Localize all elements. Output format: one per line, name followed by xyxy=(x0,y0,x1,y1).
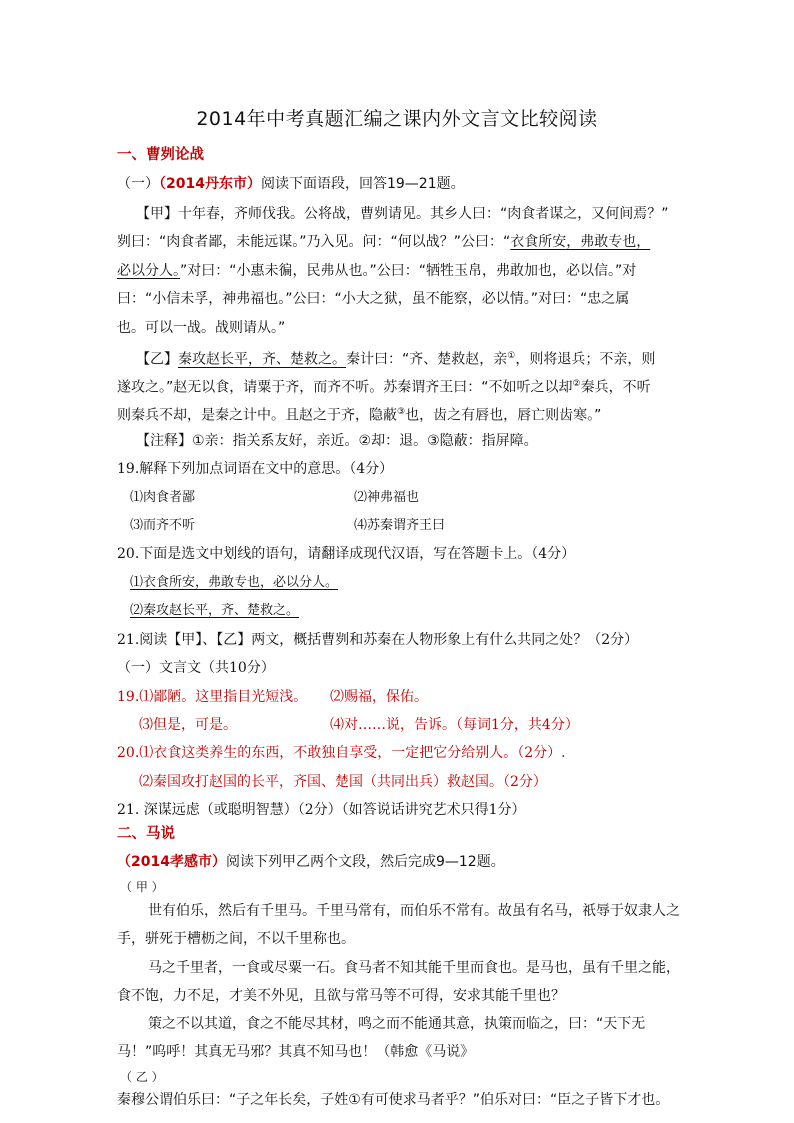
mashuo-line: 食不饱，力不足，才美不外见，且欲与常马等不可得，安求其能千里也？ xyxy=(117,988,565,1004)
mashuo-line: 马！”呜呼！其真无马邪？其真不知马也！（韩愈《马说》 xyxy=(117,1044,475,1060)
q19-item: ⑷苏秦谓齐王曰 xyxy=(354,518,446,533)
footnote-mark: ② xyxy=(572,379,581,389)
answer-heading: （一）文言文（共10分） xyxy=(117,660,275,676)
passage-text: 秦兵，不听 xyxy=(580,379,651,396)
q20-item: ⑴衣食所安，弗敢专也，必以分人。 xyxy=(130,575,339,590)
yi-label: 【乙】 xyxy=(136,351,178,368)
intro-prefix: （一） xyxy=(117,176,159,192)
mashuo-line: 马之千里者，一食或尽粟一石。食马者不知其能千里而食也。是马也，虽有千里之能， xyxy=(148,960,680,976)
passage-text: 秦计曰：“齐、楚救赵，亲 xyxy=(346,351,508,368)
underlined-sentence: 秦攻赵长平，齐、楚救之。 xyxy=(178,351,346,368)
intro-line-2 xyxy=(117,852,505,872)
passage-text: 刿曰：“肉食者鄙，未能远谋。”乃入见。问：“何以战？”公曰：“ xyxy=(117,234,511,250)
mashuo-line: 策之不以其道，食之不能尽其材，鸣之而不能通其意，执策而临之，曰：“天下无 xyxy=(148,1016,646,1032)
passage-jia-line xyxy=(117,261,636,281)
footnote-mark: ① xyxy=(507,351,516,361)
answer-19-a: 19.⑴鄙陋。这里指目光短浅。 xyxy=(117,689,308,705)
intro-line xyxy=(117,174,465,194)
underlined-sentence: 衣食所安，弗敢专也， xyxy=(510,234,651,250)
passage-text: 遂攻之。”赵无以食，请粟于齐，而齐不听。苏秦谓齐王曰：“不如听之以却 xyxy=(117,379,573,396)
section-heading-mashuo: 二、马说 xyxy=(117,826,175,842)
mashuo-line: 手，骈死于槽枥之间，不以千里称也。 xyxy=(117,931,355,947)
passage-text: ，则将退兵；不亲，则 xyxy=(515,351,656,368)
passage-text: 也，齿之有唇也，唇亡则齿寒。” xyxy=(405,407,602,424)
answer-20-1: 20.⑴衣食这类养生的东西，不敢独自享受，一定把它分给别人。（2分）. xyxy=(117,745,566,761)
answer-19-c: ⑶但是，可是。 xyxy=(139,717,237,733)
question-19: 19.解释下列加点词语在文中的意思。（4分） xyxy=(117,461,394,477)
answer-19-d: ⑷对……说，告诉。（每词1分，共4分） xyxy=(330,717,579,733)
passage-jia-line: 也。可以一战。战则请从。” xyxy=(117,320,286,336)
passage-yi-mark: （ 乙 ） xyxy=(120,1070,164,1084)
passage-yi-line: 秦穆公谓伯乐曰：“子之年长矣，子姓①有可使求马者乎？”伯乐对曰：“臣之子皆下才也。 xyxy=(117,1092,670,1108)
intro-text: 阅读下列甲乙两个文段，然后完成9—12题。 xyxy=(225,854,505,870)
intro-text: 阅读下面语段，回答19—21题。 xyxy=(260,176,465,192)
q19-item: ⑴肉食者鄙 xyxy=(130,490,196,505)
section-heading-caogui: 一、曹刿论战 xyxy=(117,147,204,163)
source-tag: （2014孝感市） xyxy=(117,854,226,870)
passage-yi-line xyxy=(117,402,601,426)
q19-item: ⑵神弗福也 xyxy=(354,490,420,505)
passage-jia-line: 【甲】十年春，齐师伐我。公将战，曹刿请见。其乡人曰：“肉食者谋之，又何间焉？” xyxy=(136,206,669,222)
passage-text: ”对曰：“小惠未徧，民弗从也。”公曰：“牺牲玉帛，弗敢加也，必以信。”对 xyxy=(180,263,637,279)
passage-jia-line: 曰：“小信未孚，神弗福也。”公曰：“小大之狱，虽不能察，必以情。”对曰：“忠之属 xyxy=(117,291,630,307)
passage-text: 则秦兵不却，是秦之计中。且赵之于齐，隐蔽 xyxy=(117,407,397,424)
answer-19-b: ⑵赐福，保佑。 xyxy=(330,689,428,705)
passage-jia-line xyxy=(117,232,650,252)
q19-item: ⑶而齐不听 xyxy=(130,518,196,533)
question-21: 21.阅读【甲】、【乙】两文，概括曹刿和苏秦在人物形象上有什么共同之处？（2分） xyxy=(117,632,639,648)
footnotes: 【注释】①亲：指关系友好，亲近。②却：退。③隐蔽：指屏障。 xyxy=(136,433,538,449)
passage-jia-mark: （ 甲 ） xyxy=(120,880,164,894)
passage-yi-line xyxy=(117,374,651,398)
underlined-sentence: 必以分人。 xyxy=(117,263,180,279)
footnote-mark: ③ xyxy=(397,407,406,417)
mashuo-line: 世有伯乐，然后有千里马。千里马常有，而伯乐不常有。故虽有名马，祇辱于奴隶人之 xyxy=(148,903,680,919)
question-20: 20.下面是选文中划线的语句，请翻译成现代汉语，写在答题卡上。（4分） xyxy=(117,546,576,562)
q20-item: ⑵秦攻赵长平，齐、楚救之。 xyxy=(130,603,300,618)
passage-yi-line xyxy=(136,346,655,370)
source-tag: （2014丹东市） xyxy=(159,176,261,192)
answer-21: 21. 深谋远虑（或聪明智慧）（2分）（如答说话讲究艺术只得1分） xyxy=(117,802,526,818)
document-title: 2014年中考真题汇编之课内外文言文比较阅读 xyxy=(196,108,598,130)
answer-20-2: ⑵秦国攻打赵国的长平，齐国、楚国（共同出兵）救赵国。（2分） xyxy=(139,774,547,790)
